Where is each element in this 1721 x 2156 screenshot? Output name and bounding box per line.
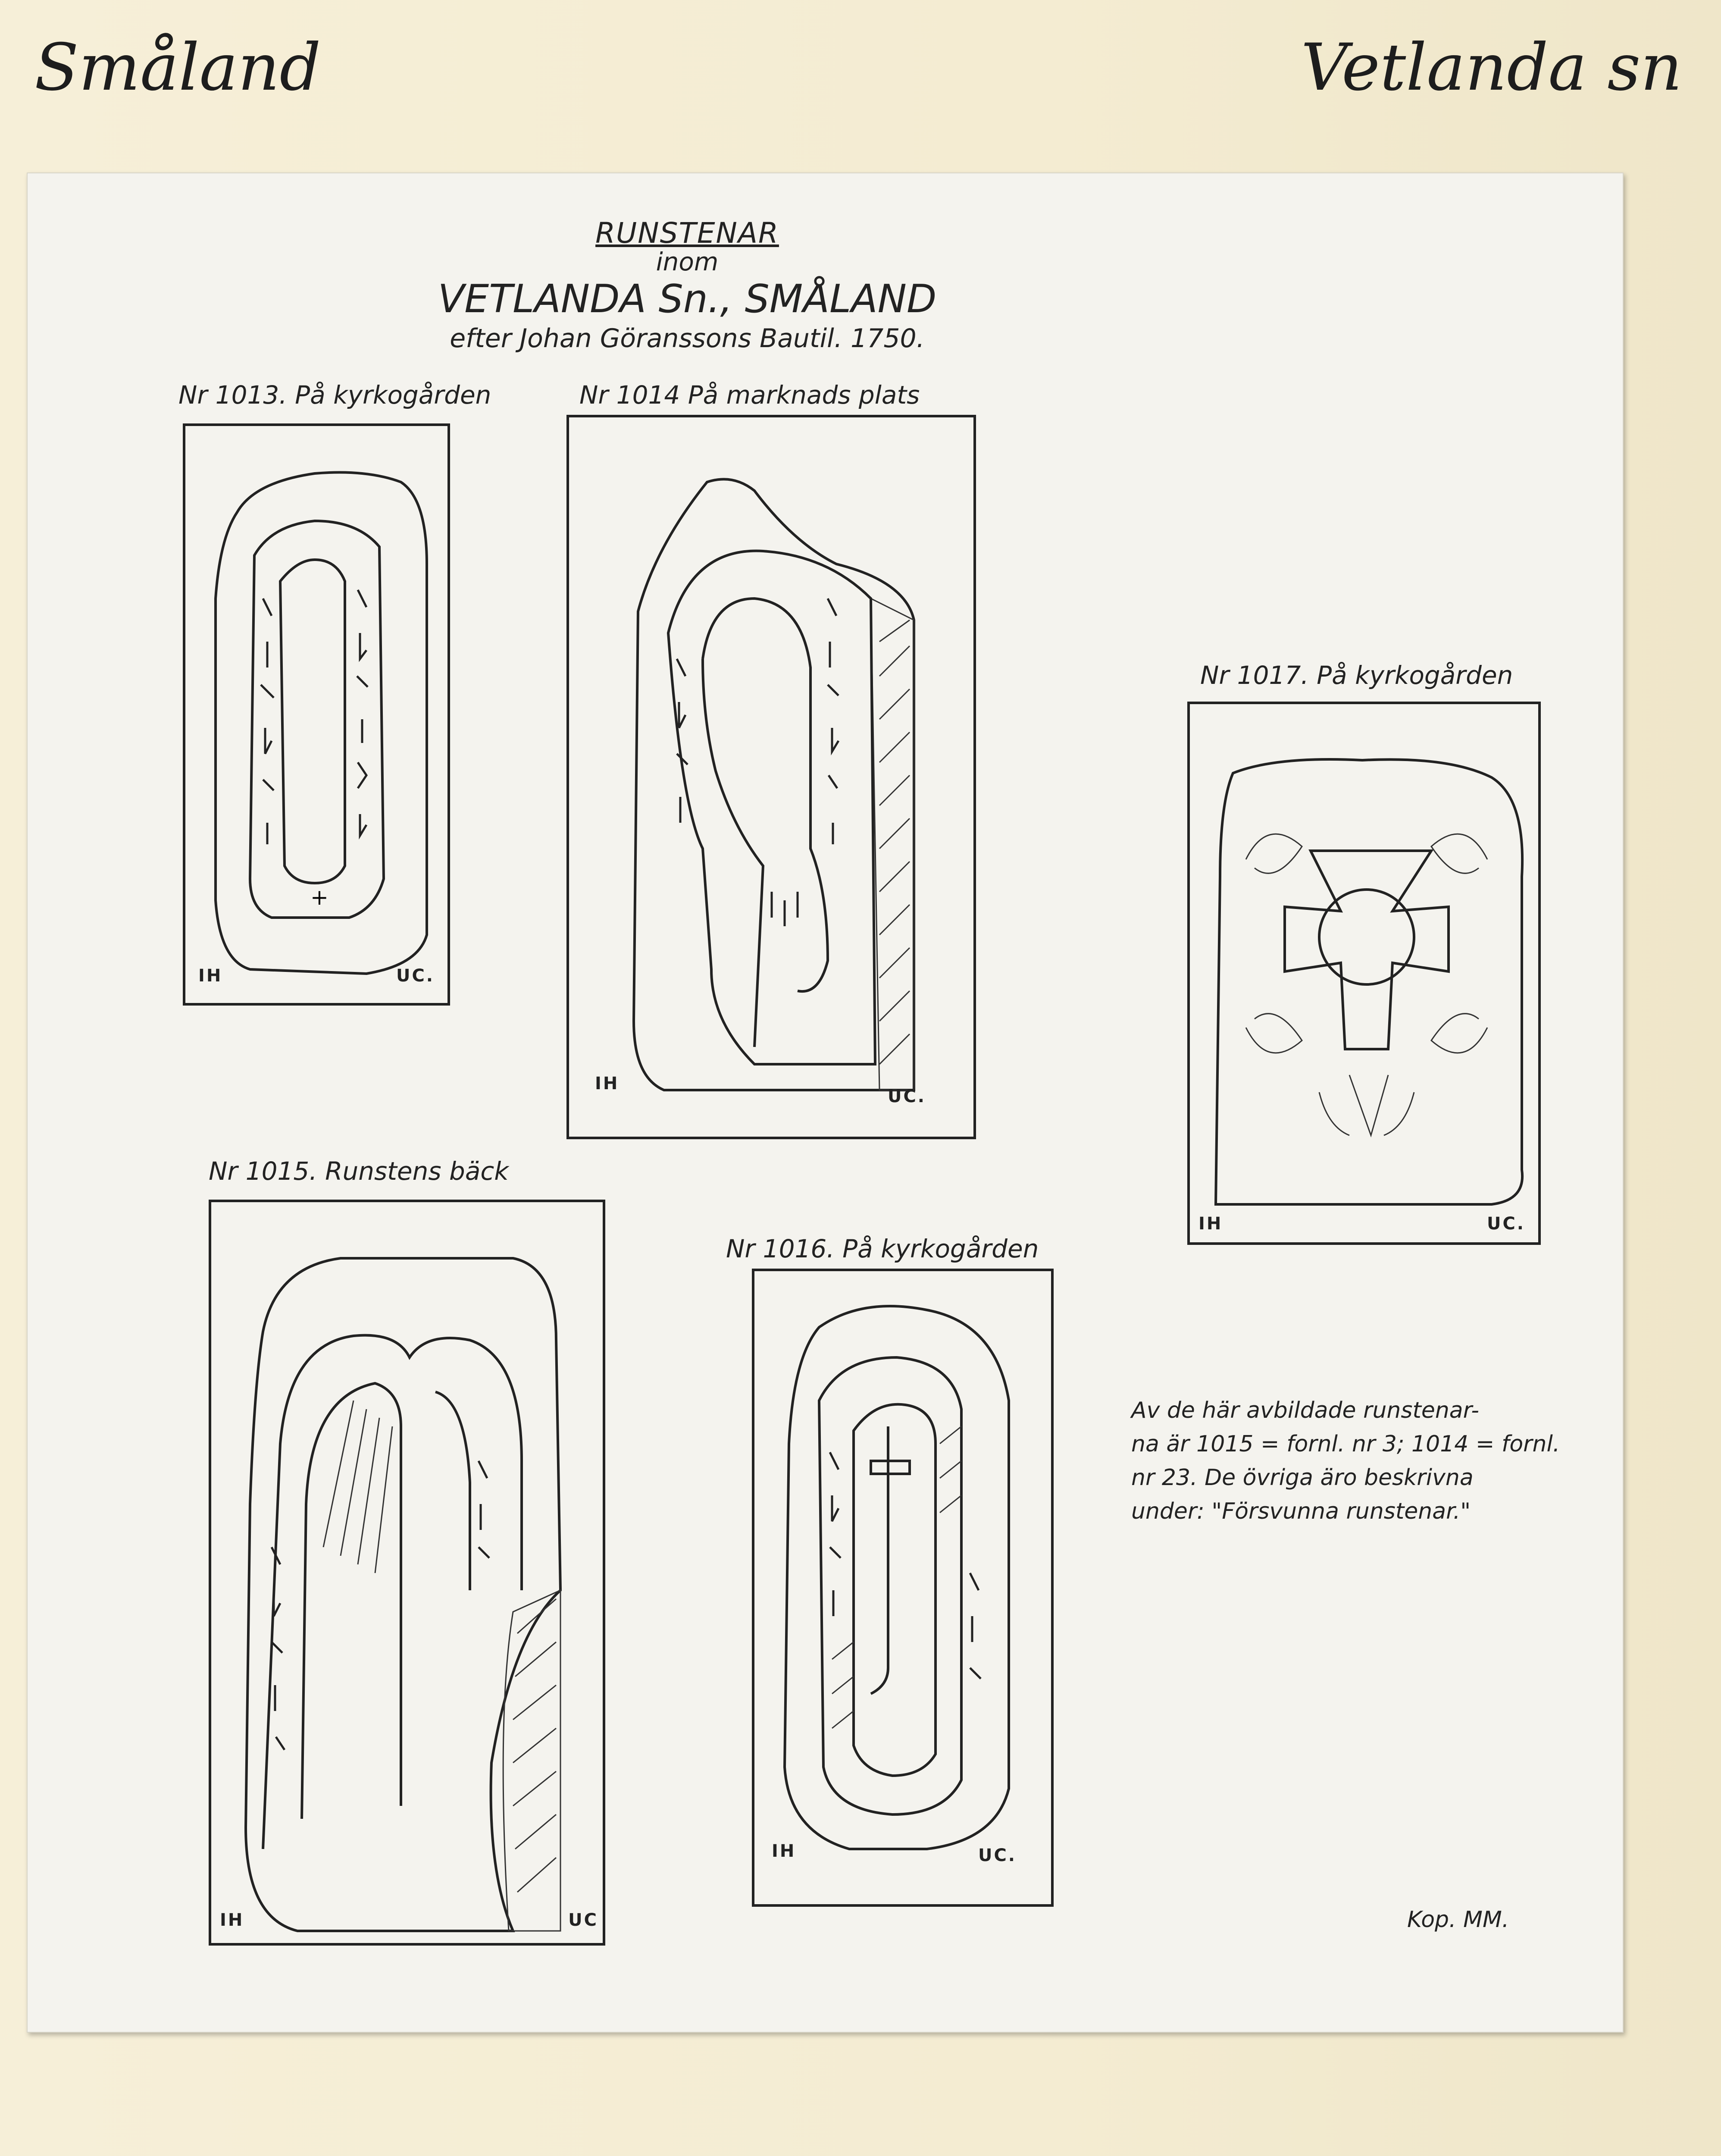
stone-1013-caption: Nr 1013. På kyrkogården: [178, 380, 491, 410]
note-line: na är 1015 = fornl. nr 3; 1014 = fornl.: [1131, 1431, 1560, 1457]
parish-label: Vetlanda sn: [1301, 30, 1682, 105]
sheet-title-inom: inom: [656, 247, 719, 276]
region-label: Småland: [34, 30, 321, 105]
sheet-title-source: efter Johan Göranssons Bautil. 1750.: [450, 323, 925, 354]
stone-1015-drawing: [211, 1202, 608, 1948]
stone-1014-drawing: [569, 417, 979, 1142]
stone-1014-caption: Nr 1014 På marknads plats: [579, 380, 920, 410]
stone-1015-right-mark: UC: [568, 1910, 598, 1930]
stone-1013-frame: [183, 423, 450, 1006]
stone-1016-frame: [752, 1269, 1054, 1907]
stone-1015-caption: Nr 1015. Runstens bäck: [209, 1156, 509, 1186]
stone-1016-drawing: [754, 1271, 1056, 1909]
stone-1013-right-mark: UC.: [396, 966, 435, 986]
title-block: [407, 216, 967, 354]
stone-1013-left-mark: IH: [198, 966, 223, 986]
stone-1017-right-mark: UC.: [1486, 1214, 1525, 1234]
stone-1016-right-mark: UC.: [978, 1846, 1017, 1865]
stone-1017-frame: [1187, 702, 1541, 1245]
stone-1014-left-mark: IH: [595, 1074, 620, 1094]
stone-1016-caption: Nr 1016. På kyrkogården: [726, 1234, 1039, 1263]
stone-1013-drawing: [185, 426, 453, 1008]
stone-1017-caption: Nr 1017. På kyrkogården: [1200, 661, 1513, 690]
stone-1014-right-mark: UC.: [887, 1087, 926, 1106]
sheet-title: RUNSTENAR: [595, 216, 779, 250]
note-line: under: "Försvunna runstenar.": [1131, 1498, 1471, 1524]
stone-1015-left-mark: IH: [220, 1910, 244, 1930]
note-line: Av de här avbildade runstenar-: [1131, 1398, 1479, 1423]
drawing-sheet: [27, 172, 1624, 2033]
note-line: nr 23. De övriga äro beskrivna: [1131, 1465, 1474, 1491]
stone-1017-drawing: [1190, 704, 1543, 1247]
stone-1016-left-mark: IH: [772, 1841, 796, 1861]
sheet-title-place: VETLANDA Sn., SMÅLAND: [438, 276, 937, 322]
annotation-note: [1131, 1394, 1605, 1528]
stone-1014-frame: [566, 415, 976, 1139]
copy-mark: Kop. MM.: [1407, 1907, 1509, 1933]
stone-1015-frame: [209, 1200, 605, 1946]
stone-1017-left-mark: IH: [1198, 1214, 1223, 1234]
svg-text:+: +: [310, 885, 329, 910]
